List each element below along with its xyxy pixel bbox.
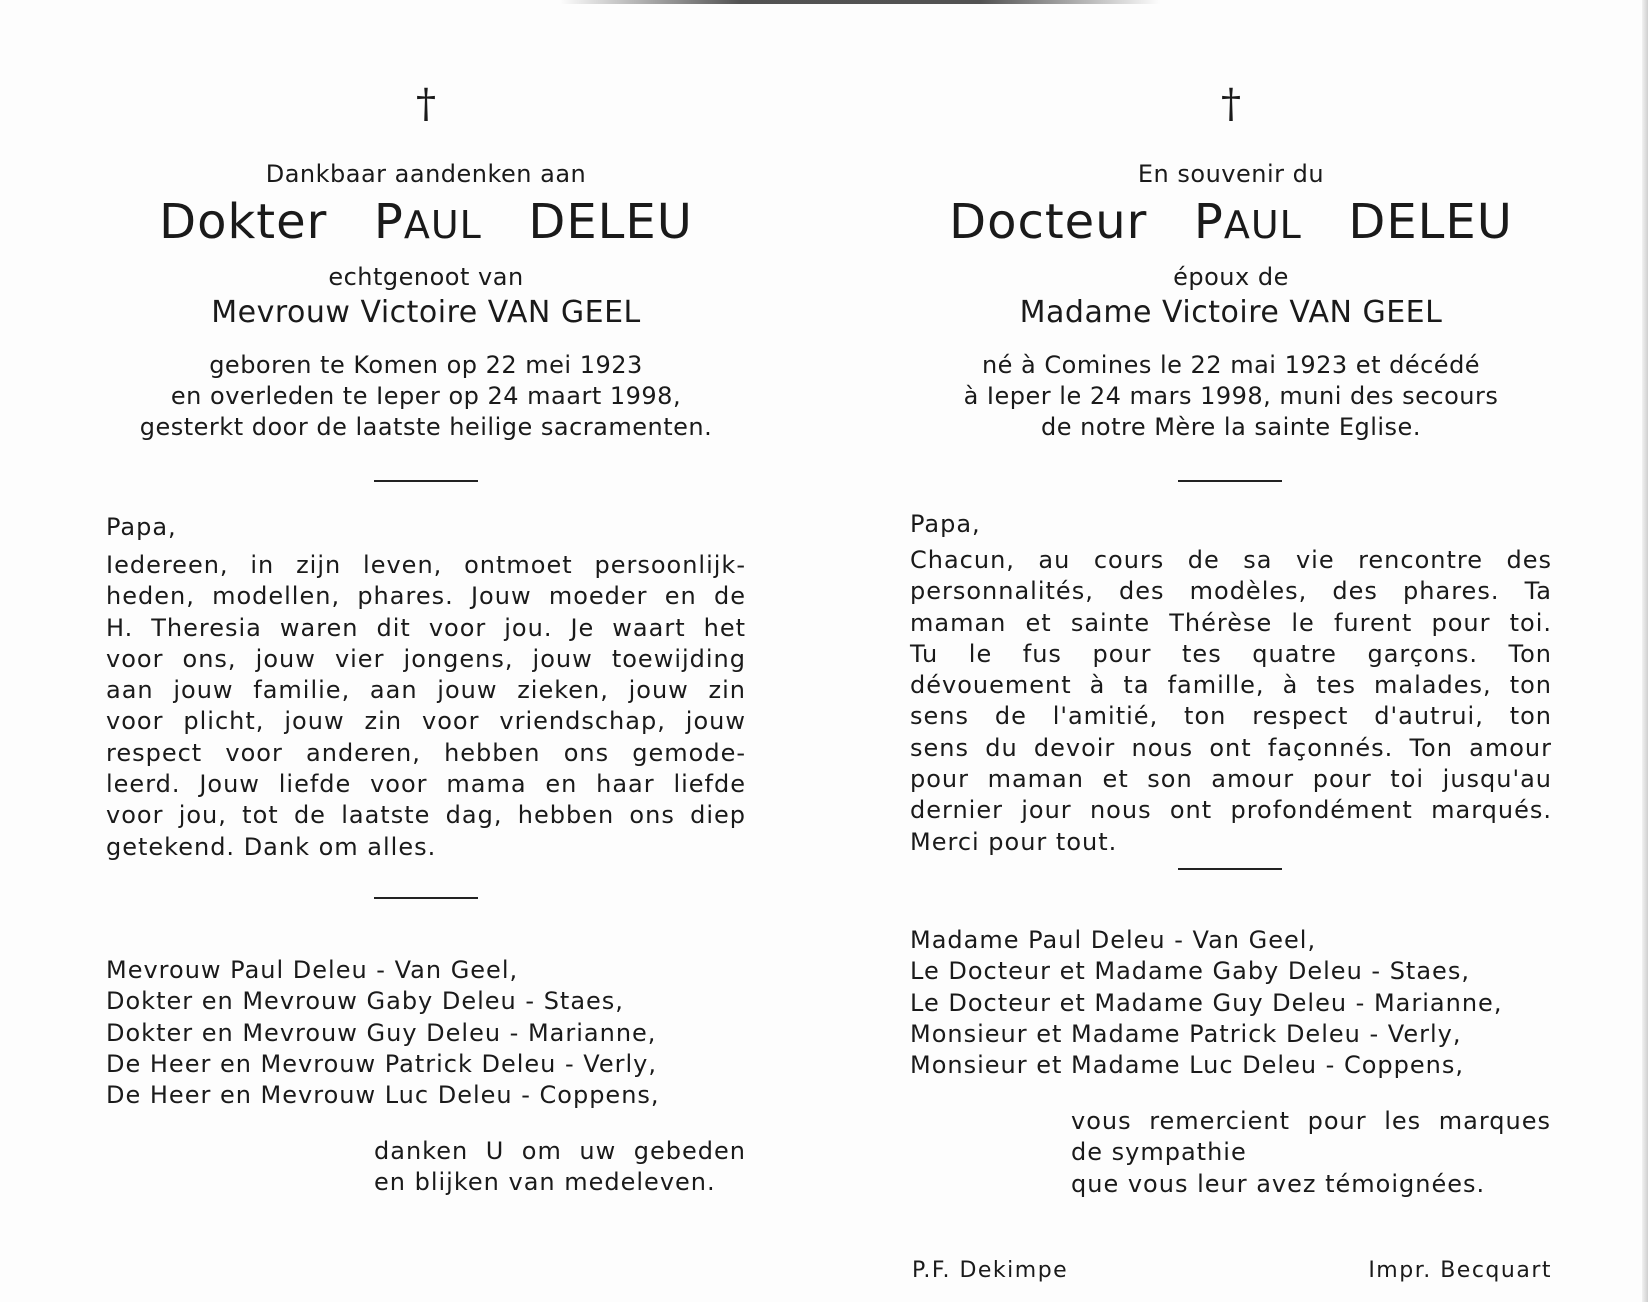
name-title: Dokter [159, 194, 328, 250]
tribute-line: dévouement à ta famille, à tes malades, ton [910, 671, 1552, 700]
name-first-initial: P [373, 194, 404, 250]
tribute-line: voor plicht, jouw zin voor vriendschap, jouw [106, 707, 746, 736]
name-first-rest: AUL [1223, 203, 1302, 247]
tribute-line: voor ons, jouw vier jongens, jouw toewijding [106, 644, 746, 673]
name-title: Docteur [949, 194, 1148, 250]
thanks-text [374, 1136, 746, 1199]
family-member: De Heer en Mevrouw Patrick Deleu - Verly, [106, 1049, 657, 1078]
bio-text [910, 350, 1552, 443]
tribute-line: sens de l'amitié, ton respect d'autrui, ton [910, 702, 1552, 731]
family-member: Monsieur et Madame Patrick Deleu - Verly, [910, 1019, 1462, 1048]
greeting: Papa, [910, 510, 981, 538]
family-list [910, 925, 1502, 1081]
bio-line: gesterkt door de laatste heilige sacramenten. [139, 413, 713, 441]
intro-text: Dankbaar aandenken aan [265, 160, 587, 188]
family-member: Le Docteur et Madame Gaby Deleu - Staes, [910, 957, 1470, 986]
spouse-label: echtgenoot van [328, 263, 524, 291]
thanks-line: en blijken van medeleven. [374, 1168, 716, 1197]
name-first-initial: P [1193, 194, 1224, 250]
tribute-line: aan jouw familie, aan jouw zieken, jouw zin [106, 676, 746, 705]
tribute-line: sens du devoir nous ont façonnés. Ton amour [910, 733, 1552, 762]
name-last: DELEU [1348, 194, 1513, 250]
tribute-line: personnalités, des modèles, des phares. Ta [910, 577, 1552, 606]
bio-line: de notre Mère la sainte Eglise. [1041, 413, 1421, 441]
tribute-line: pour maman et son amour pour toi jusqu'au [910, 765, 1552, 794]
tribute-line: leerd. Jouw liefde voor mama en haar liefde [106, 770, 746, 799]
thanks-line: danken U om uw gebeden [374, 1137, 746, 1165]
family-member: Dokter en Mevrouw Gaby Deleu - Staes, [106, 987, 624, 1016]
tribute-text [910, 545, 1552, 858]
family-member: Dokter en Mevrouw Guy Deleu - Marianne, [106, 1018, 657, 1047]
family-member: De Heer en Mevrouw Luc Deleu - Coppens, [106, 1081, 660, 1110]
deceased-name [910, 194, 1552, 253]
tribute-line: dernier jour nous ont profondément marqués. [910, 796, 1552, 825]
tribute-line: respect voor anderen, hebben ons gemode- [106, 738, 746, 767]
divider [1178, 480, 1282, 482]
tribute-line: Chacun, au cours de sa vie rencontre des [910, 546, 1552, 574]
spouse-name: Mevrouw Victoire VAN GEEL [211, 295, 641, 330]
tribute-line: Iedereen, in zijn leven, ontmoet persoonlijk- [106, 551, 746, 579]
tribute-line: voor jou, tot de laatste dag, hebben ons diep [106, 801, 746, 830]
dutch-panel [106, 0, 746, 1302]
tribute-line: H. Theresia waren dit voor jou. Je waart het [106, 613, 746, 642]
family-member: Monsieur et Madame Luc Deleu - Coppens, [910, 1051, 1464, 1080]
thanks-line: vous remercient pour les marques [1071, 1107, 1551, 1135]
tribute-line: getekend. Dank om alles. [106, 832, 437, 861]
name-last: DELEU [528, 194, 693, 250]
thanks-line: de sympathie [1071, 1138, 1247, 1167]
family-member: Le Docteur et Madame Guy Deleu - Marianne, [910, 988, 1503, 1017]
divider [374, 480, 478, 482]
name-first-rest: AUL [403, 203, 482, 247]
tribute-line: heden, modellen, phares. Jouw moeder en de [106, 582, 746, 611]
cross-icon: † [416, 81, 436, 127]
family-member: Madame Paul Deleu - Van Geel, [910, 926, 1317, 954]
intro-text: En souvenir du [1137, 160, 1325, 188]
printer-credit-left: P.F. Dekimpe [912, 1258, 1069, 1283]
tribute-line: maman et sainte Thérèse le furent pour toi. [910, 608, 1552, 637]
bio-line: né à Comines le 22 mai 1923 et décédé [981, 351, 1481, 379]
tribute-line: Tu le fus pour tes quatre garçons. Ton [910, 639, 1552, 668]
cross-icon: † [1221, 81, 1241, 127]
tribute-line: Merci pour tout. [910, 827, 1118, 856]
bio-line: geboren te Komen op 22 mei 1923 [209, 351, 643, 379]
bio-line: en overleden te Ieper op 24 maart 1998, [170, 382, 682, 410]
spouse-name: Madame Victoire VAN GEEL [1019, 295, 1443, 330]
family-member: Mevrouw Paul Deleu - Van Geel, [106, 956, 519, 984]
family-list [106, 955, 660, 1111]
french-panel [910, 0, 1552, 1302]
deceased-name [106, 194, 746, 253]
divider [1178, 868, 1282, 870]
printer-credit-right: Impr. Becquart [1368, 1258, 1552, 1283]
thanks-line: que vous leur avez témoignées. [1071, 1169, 1486, 1198]
greeting: Papa, [106, 513, 177, 541]
bio-text [106, 350, 746, 443]
bio-line: à Ieper le 24 mars 1998, muni des secours [963, 382, 1499, 410]
card-right-edge [1642, 0, 1648, 1302]
tribute-text [106, 550, 746, 863]
thanks-text [1071, 1106, 1551, 1200]
spouse-label: époux de [1173, 263, 1289, 291]
divider [374, 897, 478, 899]
